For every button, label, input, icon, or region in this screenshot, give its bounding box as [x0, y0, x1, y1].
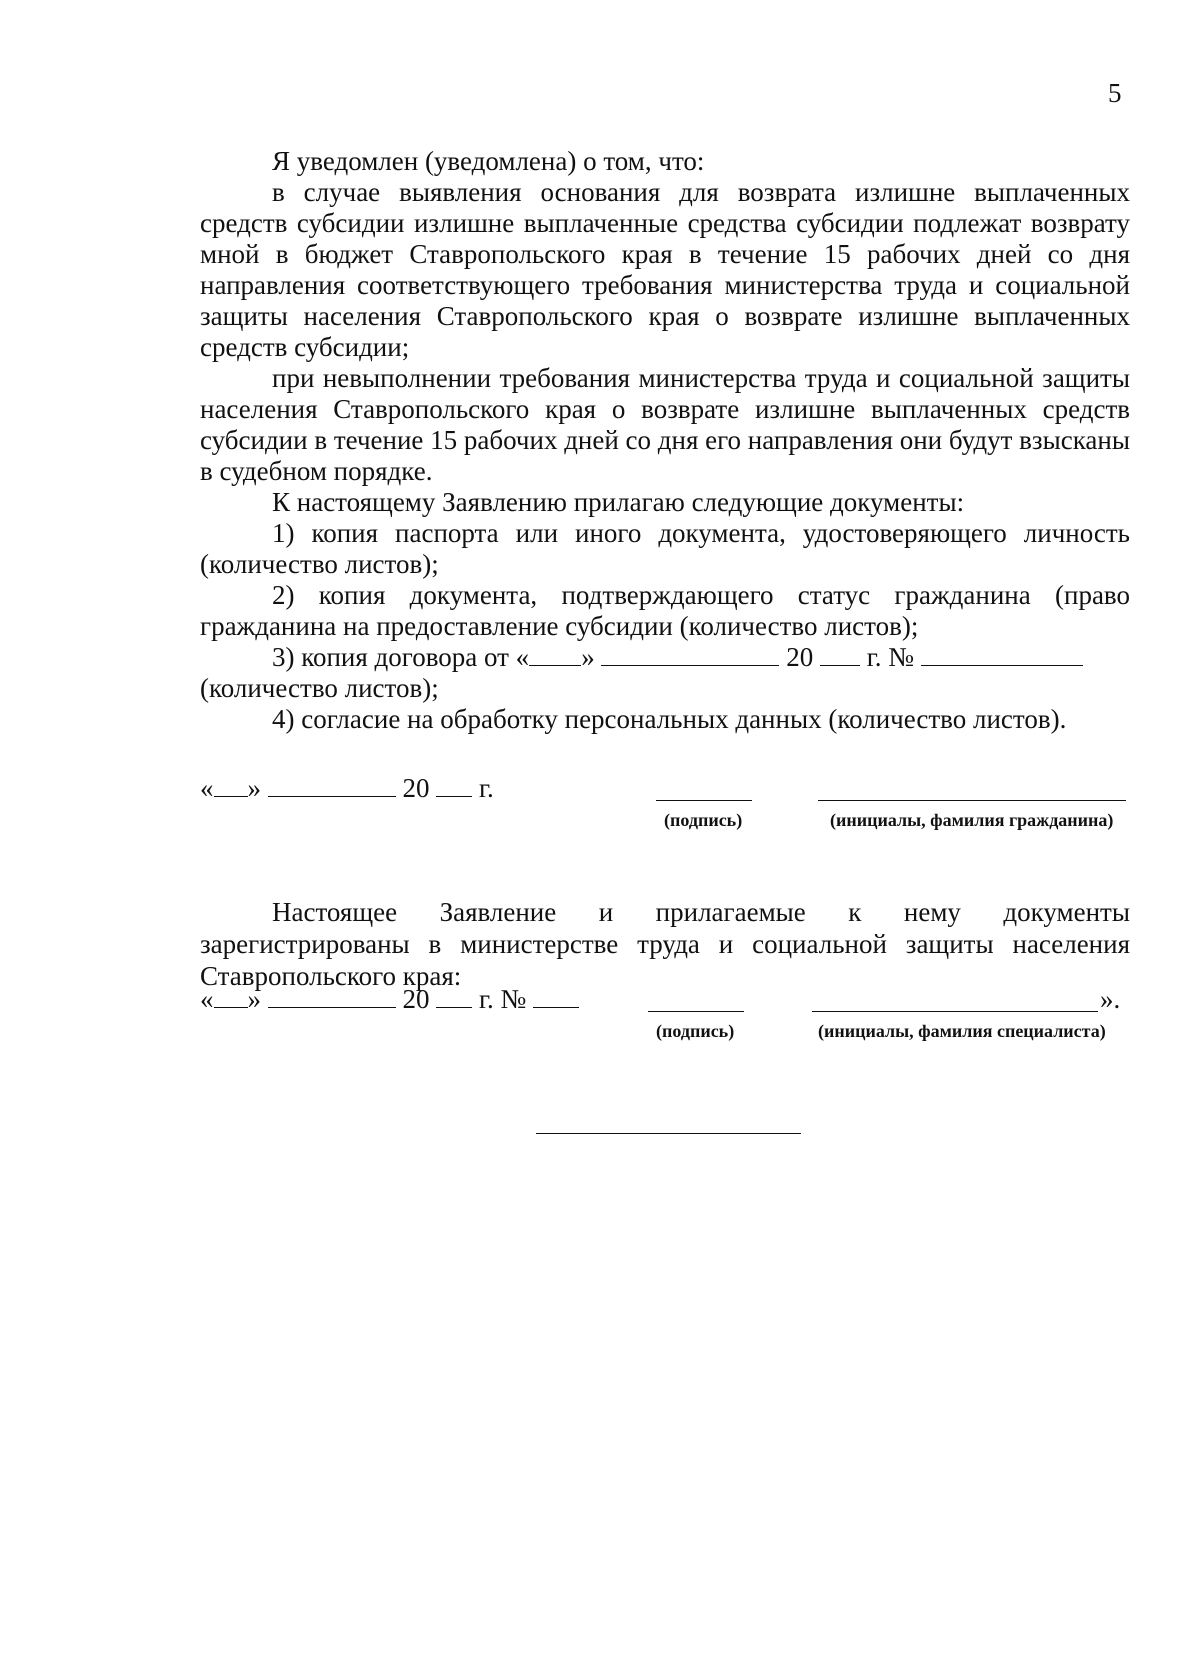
registration-body: [200, 896, 1130, 992]
intro-line: Я уведомлен (уведомлена) о том, что:: [272, 146, 705, 176]
contract-number-field[interactable]: [921, 643, 1083, 666]
citizen-quote-close: »: [247, 773, 261, 803]
citizen-day-field[interactable]: [214, 774, 248, 797]
registration-quote-close: »: [247, 984, 261, 1014]
citizen-year-field[interactable]: [436, 774, 472, 797]
registration-end-mark: ».: [1100, 984, 1121, 1014]
registration-name-line[interactable]: [812, 1011, 1098, 1012]
registration-signature-caption: (подпись): [656, 1021, 735, 1041]
citizen-signature-caption: (подпись): [664, 810, 743, 830]
citizen-year-suffix: г.: [479, 773, 494, 803]
registration-month-field[interactable]: [268, 985, 396, 1008]
registration-text: Настоящее Заявление и прилагаемые к нему документы зарегистрированы в министерстве труда и социальной защиты населения Ставропольского края:: [200, 897, 1130, 991]
attachment-item-3-suffix: (количество листов);: [200, 673, 439, 703]
contract-day-field[interactable]: [529, 643, 581, 666]
document-end-divider: [536, 1133, 801, 1134]
registration-number-field[interactable]: [533, 985, 579, 1008]
attachment-item-4: 4) согласие на обработку персональных данных (количество листов).: [272, 704, 1067, 734]
citizen-month-field[interactable]: [268, 774, 396, 797]
citizen-name-line[interactable]: [818, 800, 1126, 801]
citizen-quote-open: «: [200, 773, 214, 803]
registration-year-field[interactable]: [436, 985, 472, 1008]
attachment-item-3: [200, 642, 1130, 673]
citizen-year-prefix: 20: [402, 773, 430, 803]
registration-year-prefix: 20: [402, 984, 430, 1014]
citizen-date-row: [200, 773, 494, 804]
attachment-item-3-prefix: 3) копия договора от «: [272, 642, 530, 672]
attachment-item-1: 1) копия паспорта или иного документа, удостоверяющего личность (количество листов);: [200, 518, 1130, 579]
attachment-item-3-year: 20: [786, 642, 814, 672]
paragraph-attachments: К настоящему Заявлению прилагаю следующие документы:: [272, 487, 965, 517]
citizen-signature-line[interactable]: [656, 800, 752, 801]
paragraph-refund: в случае выявления основания для возврата излишне выплаченных средств субсидии излишне выплаченные средства субсидии подлежат возврату мной в бюджет Ставропольского края в течение 15 рабочих дней со дня направления соответствующего требования министерства труда и социальной защиты населения Ставропольского края о возврате излишне выплаченных средств субсидии;: [200, 177, 1130, 362]
attachment-item-2: 2) копия документа, подтверждающего статус гражданина (право гражданина на предоставление субсидии (количество листов);: [200, 580, 1130, 641]
registration-name-caption: (инициалы, фамилия специалиста): [818, 1021, 1106, 1041]
registration-day-field[interactable]: [214, 985, 248, 1008]
registration-num-label: №: [500, 984, 527, 1014]
page-number: 5: [1108, 78, 1122, 108]
registration-year-suffix: г.: [479, 984, 494, 1014]
contract-year-field[interactable]: [820, 643, 860, 666]
registration-quote-open: «: [200, 984, 214, 1014]
attachment-item-3-quote: »: [581, 642, 595, 672]
registration-date-row: [200, 984, 579, 1015]
paragraph-court: при невыполнении требования министерства труда и социальной защиты населения Ставропольского края о возврате излишне выплаченных средств субсидии в течение 15 рабочих дней со дня его направления они будут взысканы в судебном порядке.: [200, 363, 1130, 486]
contract-month-field[interactable]: [601, 643, 779, 666]
notification-body: [200, 146, 1130, 735]
registration-signature-line[interactable]: [648, 1011, 744, 1012]
citizen-name-caption: (инициалы, фамилия гражданина): [830, 810, 1114, 830]
attachment-item-3-num: г. №: [866, 642, 914, 672]
